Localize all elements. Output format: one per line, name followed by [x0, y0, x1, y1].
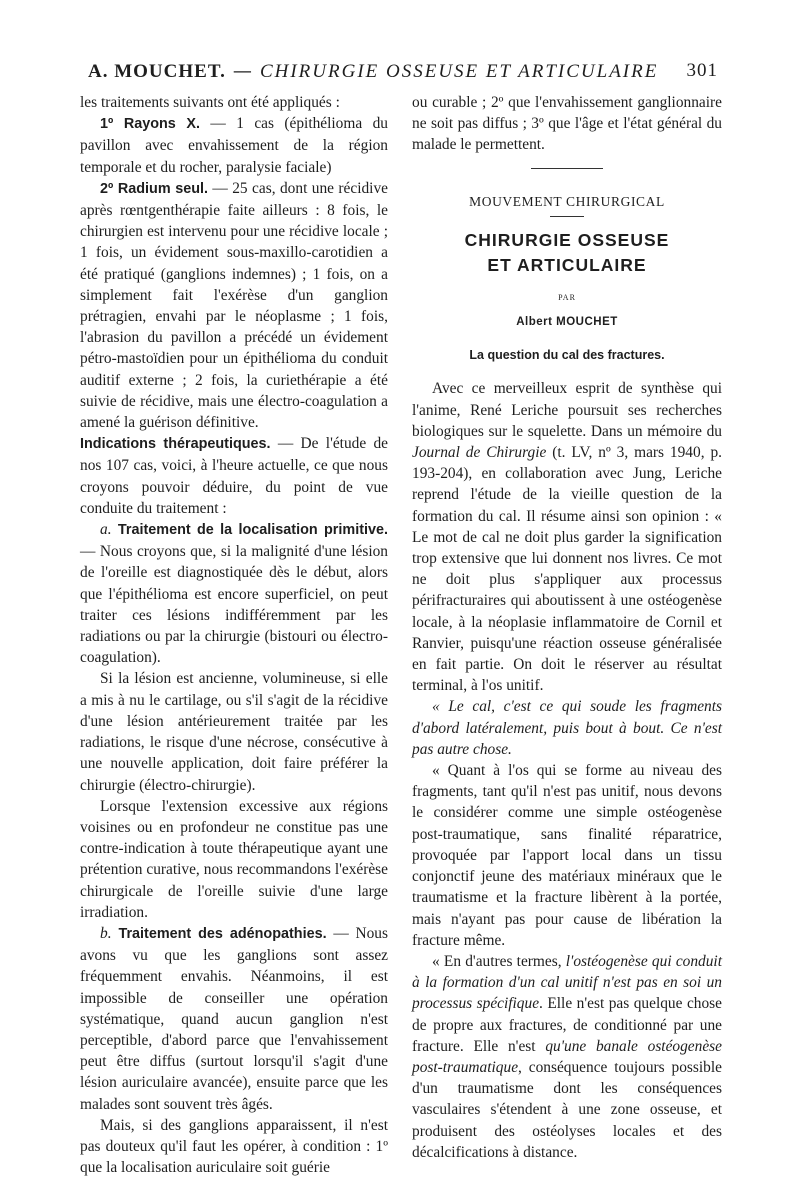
section-title: MOUVEMENT CHIRURGICAL [469, 193, 665, 209]
header-author: A. MOUCHET. [88, 61, 226, 82]
inline-heading: Traitement de la localisation primitive. [111, 522, 388, 539]
byline: Albert MOUCHET [516, 316, 618, 329]
inline-heading: 1º Rayons X. [100, 116, 200, 133]
paragraph: Mais, si des ganglions apparaissent, il n'est pas douteux qu'il faut les opérer, à condition : 1º que la localisation auriculaire soit guérie [80, 1116, 388, 1177]
article-title: ET ARTICULAIRE [487, 254, 647, 275]
paragraph: 1º Rayons X. — 1 cas (épithélioma du pavillon avec envahissement de la région temporale et du rocher, paralysie faciale) [80, 115, 388, 176]
by-label: PAR [558, 292, 576, 302]
article-subtitle: La question du cal des fractures. [469, 348, 665, 363]
left-column [80, 92, 388, 1178]
paragraph: Lorsque l'extension excessive aux régions voisines ou en profondeur ne constitue pas une contre-indication à toute thérapeutique ayant une prétention curative, nous recommandons l'exérèse chirurgicale de l'oreille suivie d'une large irradiation. [80, 797, 388, 921]
divider [550, 216, 584, 217]
paragraph: Indications thérapeutiques. — De l'étude de nos 107 cas, voici, à l'heure actuelle, ce que nous croyons pouvoir déduire, du point de vue conduite du traitement : [80, 435, 388, 517]
inline-heading: Indications thérapeutiques. [80, 436, 271, 453]
paragraph: Si la lésion est ancienne, volumineuse, si elle a mis à nu le cartilage, ou s'il s'agit de la récidive d'une lésion antérieurement traitée par les radiations, le risque d'une nécrose, consécutive à une nouvelle application, doit faire préférer la chirurgie (électro-chirurgie). [80, 670, 388, 794]
paragraph: « Le cal, c'est ce qui soude les fragments d'abord latéralement, puis bout à bout. Ce n'est pas autre chose. [412, 698, 722, 758]
paragraph: Avec ce merveilleux esprit de synthèse qui l'anime, René Leriche poursuit ses recherches biologiques sur le squelette. Dans un mémoire du Journal de Chirurgie (t. LV, nº 3, mars 1940, p. 193-204), en collaboration avec Jung, Leriche reprend l'étude de la vieille question de la formation du cal. Il résume ainsi son opinion : « Le mot de cal ne doit plus garder la signification trop extensive que lui donnent nos livres. Ce mot ne doit plus s'appliquer aux processus périfracturaires qui aboutissent à une ostéogenèse locale, à la néoplasie inflammatoire de Cornil et Ranvier, puisqu'une réaction osseuse généralisée en fait partie. On doit le réserver au résultat terminal, à l'os unitif. [412, 380, 722, 695]
running-header [88, 60, 718, 90]
paragraph: « Quant à l'os qui se forme au niveau des fragments, tant qu'il n'est pas unitif, nous devons le considérer comme une simple ostéogenèse post-traumatique, sans finalité réparatrice, provoquée par l'apport local dans un tissu conjonctif jeune des matériaux minéraux que le traumatisme et la fracture libèrent à la portée, mais n'ayant pas pour cause de libération la fracture même. [412, 762, 722, 949]
journal-name: Journal de Chirurgie [412, 444, 547, 462]
article-title: CHIRURGIE OSSEUSE [464, 229, 670, 250]
paragraph: 2º Radium seul. — 25 cas, dont une récidive après rœntgenthérapie faite ailleurs : 8 fois, le chirurgien est intervenu pour une récidive locale ; 1 fois, un évidement sous-maxillo-carotidien a été pratiqué (ganglions indemnes) ; 1 fois, on a simplement fait l'exérèse d'un ganglion prétragien, envahi par le néoplasme ; 1 fois, l'abrasion du pavillon a précédé un évidement pétro-mastoïdien pour un épithélioma du conduit auditif externe ; 2 fois, la curiethérapie a été suivie de récidive, mais une électro-coagulation a amené la guérison définitive. [80, 179, 388, 432]
paragraph: les traitements suivants ont été appliqués : [80, 94, 340, 111]
paragraph: ou curable ; 2º que l'envahissement ganglionnaire ne soit pas diffus ; 3º que l'âge et l'état général du malade le permettent. [412, 94, 722, 154]
inline-heading: Traitement des adénopathies. [111, 925, 327, 942]
paragraph: b. Traitement des adénopathies. — Nous avons vu que les ganglions sont assez fréquemment envahis. Néanmoins, il est impossible de conseiller une opération systématique, quand aucun ganglion n'est perceptible, d'abord parce que l'envahissement peut être diffus (surtout lorsqu'il s'agit d'une lésion auriculaire avancée), ensuite parce que les malades sont souvent très âgés. [80, 924, 388, 1113]
inline-heading: 2º Radium seul. [100, 180, 208, 197]
header-separator: — [225, 60, 260, 82]
page-number: 301 [686, 60, 718, 81]
paragraph: « En d'autres termes, l'ostéogenèse qui conduit à la formation d'un cal unitif n'est pas en soi un processus spécifique. Elle n'est pas quelque chose de propre aux fractures, de conditionné par une fracture. Elle n'est qu'une banale ostéogenèse post-traumatique, conséquence toujours possible d'un traumatisme dont les conséquences vasculaires s'étendent à une zone osseuse, et produisent des ostéolyses locales et des décalcifications à distance. [412, 952, 722, 1161]
divider [531, 168, 603, 169]
paragraph: a. Traitement de la localisation primitive. — Nous croyons que, si la malignité d'une lésion de l'oreille est diagnostiquée dès le début, alors que l'épithélioma est encore superficiel, on peut traiter ces lésions indifféremment par les radiations ou par la chirurgie (bistouri ou électro-coagulation). [80, 521, 388, 667]
header-title: CHIRURGIE OSSEUSE ET ARTICULAIRE [259, 61, 659, 82]
right-column [412, 92, 722, 1163]
